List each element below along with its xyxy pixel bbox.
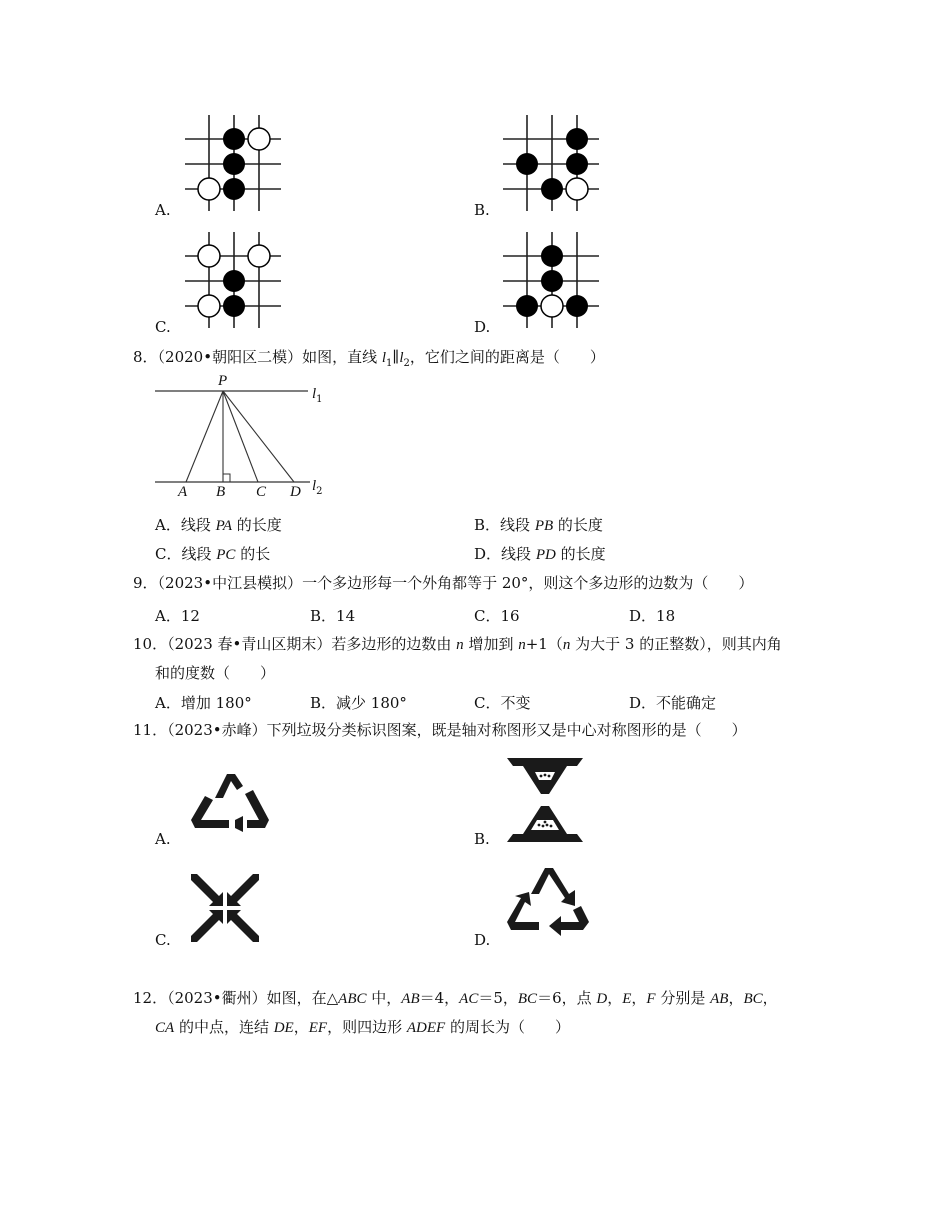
q8-parallel-symbol: ∥ — [392, 348, 400, 366]
q11-stem — [133, 716, 747, 744]
q8-option-c-post: 的长 — [235, 545, 271, 563]
q9-option-d-text: 18 — [656, 607, 676, 625]
q8-fig-l1-sub: 1 — [316, 394, 323, 405]
q11-option-d-label[interactable]: D. — [474, 931, 491, 949]
q9-option-c-text: 16 — [500, 607, 520, 625]
q9-option-b-text: 14 — [336, 607, 356, 625]
q10-option-d[interactable] — [629, 692, 716, 713]
q12-stem — [133, 984, 778, 1013]
q9-number: 9． — [133, 574, 158, 592]
q12-var-e: E — [622, 991, 632, 1007]
q9-stem — [133, 569, 753, 597]
q9-stem-text: 一个多边形每一个外角都等于 20°，则这个多边形的边数为（ ） — [302, 574, 754, 592]
q8-option-d-post: 的长度 — [555, 545, 606, 563]
q8-stem-text: 如图，直线 — [302, 348, 382, 366]
q10-option-b-label: B． — [310, 694, 337, 712]
q10-option-a[interactable] — [155, 692, 252, 713]
q11-option-d-recycle-arrows-icon — [503, 858, 593, 944]
q8-var-l2: l — [399, 350, 404, 366]
q8-option-d[interactable] — [474, 543, 606, 564]
q8-option-b-post: 的长度 — [553, 516, 603, 534]
q12-eq1: ＝4， — [419, 989, 460, 1007]
q11-option-b-label[interactable]: B. — [474, 830, 490, 848]
q10-source: （2023 春•青山区期末） — [167, 635, 332, 653]
q8-stem — [133, 343, 605, 378]
q9-option-d-label: D． — [629, 607, 657, 625]
q8-option-c-text: 线段 — [181, 545, 217, 563]
q8-option-a-text: 线段 — [180, 516, 216, 534]
q12-var-adef: ADEF — [406, 1020, 446, 1036]
q7-option-b-label[interactable]: B. — [474, 201, 490, 219]
q8-fig-label-l1 — [312, 384, 323, 405]
q12-stem-text-a: 如图，在△ — [266, 989, 339, 1007]
q9-option-a-text: 12 — [180, 607, 200, 625]
q10-option-b-text: 减少 180° — [336, 694, 407, 712]
q12-var-ab: AB — [710, 991, 729, 1007]
q7-figure-c-go-board — [185, 232, 285, 332]
q9-option-a-label: A． — [155, 607, 181, 625]
q12-var-f: F — [646, 991, 656, 1007]
q8-fig-label-c: C — [256, 484, 267, 500]
q12-number: 12． — [133, 989, 168, 1007]
q8-option-d-label: D． — [474, 545, 502, 563]
q8-source: （2020•朝阳区二模） — [157, 348, 303, 366]
q7-option-c-label[interactable]: C. — [155, 318, 171, 336]
q11-option-c-inward-arrows-icon — [185, 870, 265, 946]
q9-option-c-label: C． — [474, 607, 501, 625]
q10-number: 10． — [133, 635, 168, 653]
q8-fig-l2-letter: l — [312, 478, 317, 494]
q12-stem-text-f: 的周长为（ ） — [445, 1018, 570, 1036]
q10-var-n: n — [518, 637, 526, 653]
q12-source: （2023•衢州） — [167, 989, 267, 1007]
q7-figure-b-go-board — [503, 115, 603, 215]
q8-var-l1: l — [381, 350, 387, 366]
q11-stem-text: 下列垃圾分类标识图案，既是轴对称图形又是中心对称图形的是（ ） — [266, 721, 747, 739]
q7-figure-a-go-board — [185, 115, 285, 215]
q8-option-c[interactable] — [155, 543, 270, 564]
q10-stem-text-b: 增加到 — [463, 635, 519, 653]
q8-option-b-label: B． — [474, 516, 501, 534]
q8-fig-label-d: D — [290, 484, 301, 500]
q8-option-b[interactable] — [474, 514, 603, 535]
q8-var-l1-sub: 1 — [386, 358, 393, 369]
q8-fig-l1-letter: l — [312, 386, 317, 402]
q8-fig-label-b: B — [216, 484, 226, 500]
q12-var-ac: AC — [459, 991, 479, 1007]
q11-option-a-recycle-triangle-icon — [185, 764, 275, 844]
q8-option-a-label: A． — [155, 516, 181, 534]
q8-fig-l2-sub: 2 — [316, 486, 323, 497]
q10-var-n: n — [456, 637, 464, 653]
q12-stem-text-d: 的中点，连结 — [174, 1018, 274, 1036]
q12-comma: ， — [728, 989, 744, 1007]
q12-comma: ， — [762, 989, 778, 1007]
q8-stem-text-end: ，它们之间的距离是（ ） — [409, 348, 605, 366]
q8-option-c-label: C． — [155, 545, 182, 563]
q9-option-a[interactable] — [155, 605, 200, 626]
q8-option-a[interactable] — [155, 514, 282, 535]
q7-figure-d-go-board — [503, 232, 603, 332]
q12-comma: ， — [293, 1018, 309, 1036]
q10-option-c-text: 不变 — [500, 694, 531, 712]
q10-stem-line2: 和的度数（ ） — [155, 664, 276, 682]
q7-option-a-label[interactable]: A. — [155, 201, 171, 219]
q12-stem-line2 — [155, 1013, 570, 1042]
q12-var-abc: ABC — [338, 991, 367, 1007]
q8-option-d-text: 线段 — [501, 545, 536, 563]
q9-option-c[interactable] — [474, 605, 520, 626]
q12-var-ca: CA — [155, 1020, 175, 1036]
q9-option-b[interactable] — [310, 605, 355, 626]
q10-option-c-label: C． — [474, 694, 501, 712]
q10-stem-text-a: 若多边形的边数由 — [331, 635, 457, 653]
q9-source: （2023•中江县模拟） — [157, 574, 303, 592]
q9-option-d[interactable] — [629, 605, 675, 626]
q12-eq3: ＝6，点 — [537, 989, 597, 1007]
q12-stem-text-b: 中， — [366, 989, 402, 1007]
q8-option-a-var: PA — [215, 518, 233, 534]
q12-stem-text-c: 分别是 — [655, 989, 711, 1007]
q12-comma: ， — [607, 989, 623, 1007]
q11-option-c-label[interactable]: C. — [155, 931, 171, 949]
q12-eq2: ＝5， — [478, 989, 518, 1007]
q10-var-n: n — [562, 637, 571, 653]
q10-option-a-text: 增加 180° — [180, 694, 252, 712]
q10-option-d-label: D． — [629, 694, 657, 712]
q10-option-b[interactable] — [310, 692, 407, 713]
q12-var-ef: EF — [308, 1020, 328, 1036]
q12-stem-text-e: ，则四边形 — [327, 1018, 407, 1036]
q8-fig-label-p: P — [218, 373, 228, 389]
q11-option-a-label[interactable]: A. — [155, 830, 171, 848]
q12-var-de: DE — [273, 1020, 294, 1036]
q12-comma: ， — [631, 989, 647, 1007]
q10-option-d-text: 不能确定 — [656, 694, 717, 712]
q8-number: 8． — [133, 348, 158, 366]
q9-option-b-label: B． — [310, 607, 337, 625]
q8-fig-label-l2 — [312, 476, 323, 497]
q12-var-ab: AB — [401, 991, 420, 1007]
q10-stem-text-c: +1（ — [525, 635, 563, 653]
q12-var-bc: BC — [743, 991, 763, 1007]
q11-number: 11． — [133, 721, 168, 739]
q8-option-c-var: PC — [216, 547, 236, 563]
q12-var-d: D — [596, 991, 608, 1007]
q8-option-b-var: PB — [534, 518, 554, 534]
q12-var-bc: BC — [517, 991, 538, 1007]
q11-source: （2023•赤峰） — [167, 721, 267, 739]
q10-option-c[interactable] — [474, 692, 531, 713]
q7-option-d-label[interactable]: D. — [474, 318, 491, 336]
q10-stem — [133, 630, 782, 659]
q8-fig-label-a: A — [178, 484, 188, 500]
q10-stem-text-d: 为大于 3 的正整数），则其内角 — [570, 635, 782, 653]
q8-option-a-post: 的长度 — [232, 516, 282, 534]
q8-option-b-text: 线段 — [500, 516, 535, 534]
q11-option-b-hourglass-icon — [505, 756, 585, 844]
q8-var-l2-sub: 2 — [403, 358, 410, 369]
q10-option-a-label: A． — [155, 694, 181, 712]
q8-option-d-var: PD — [535, 547, 556, 563]
